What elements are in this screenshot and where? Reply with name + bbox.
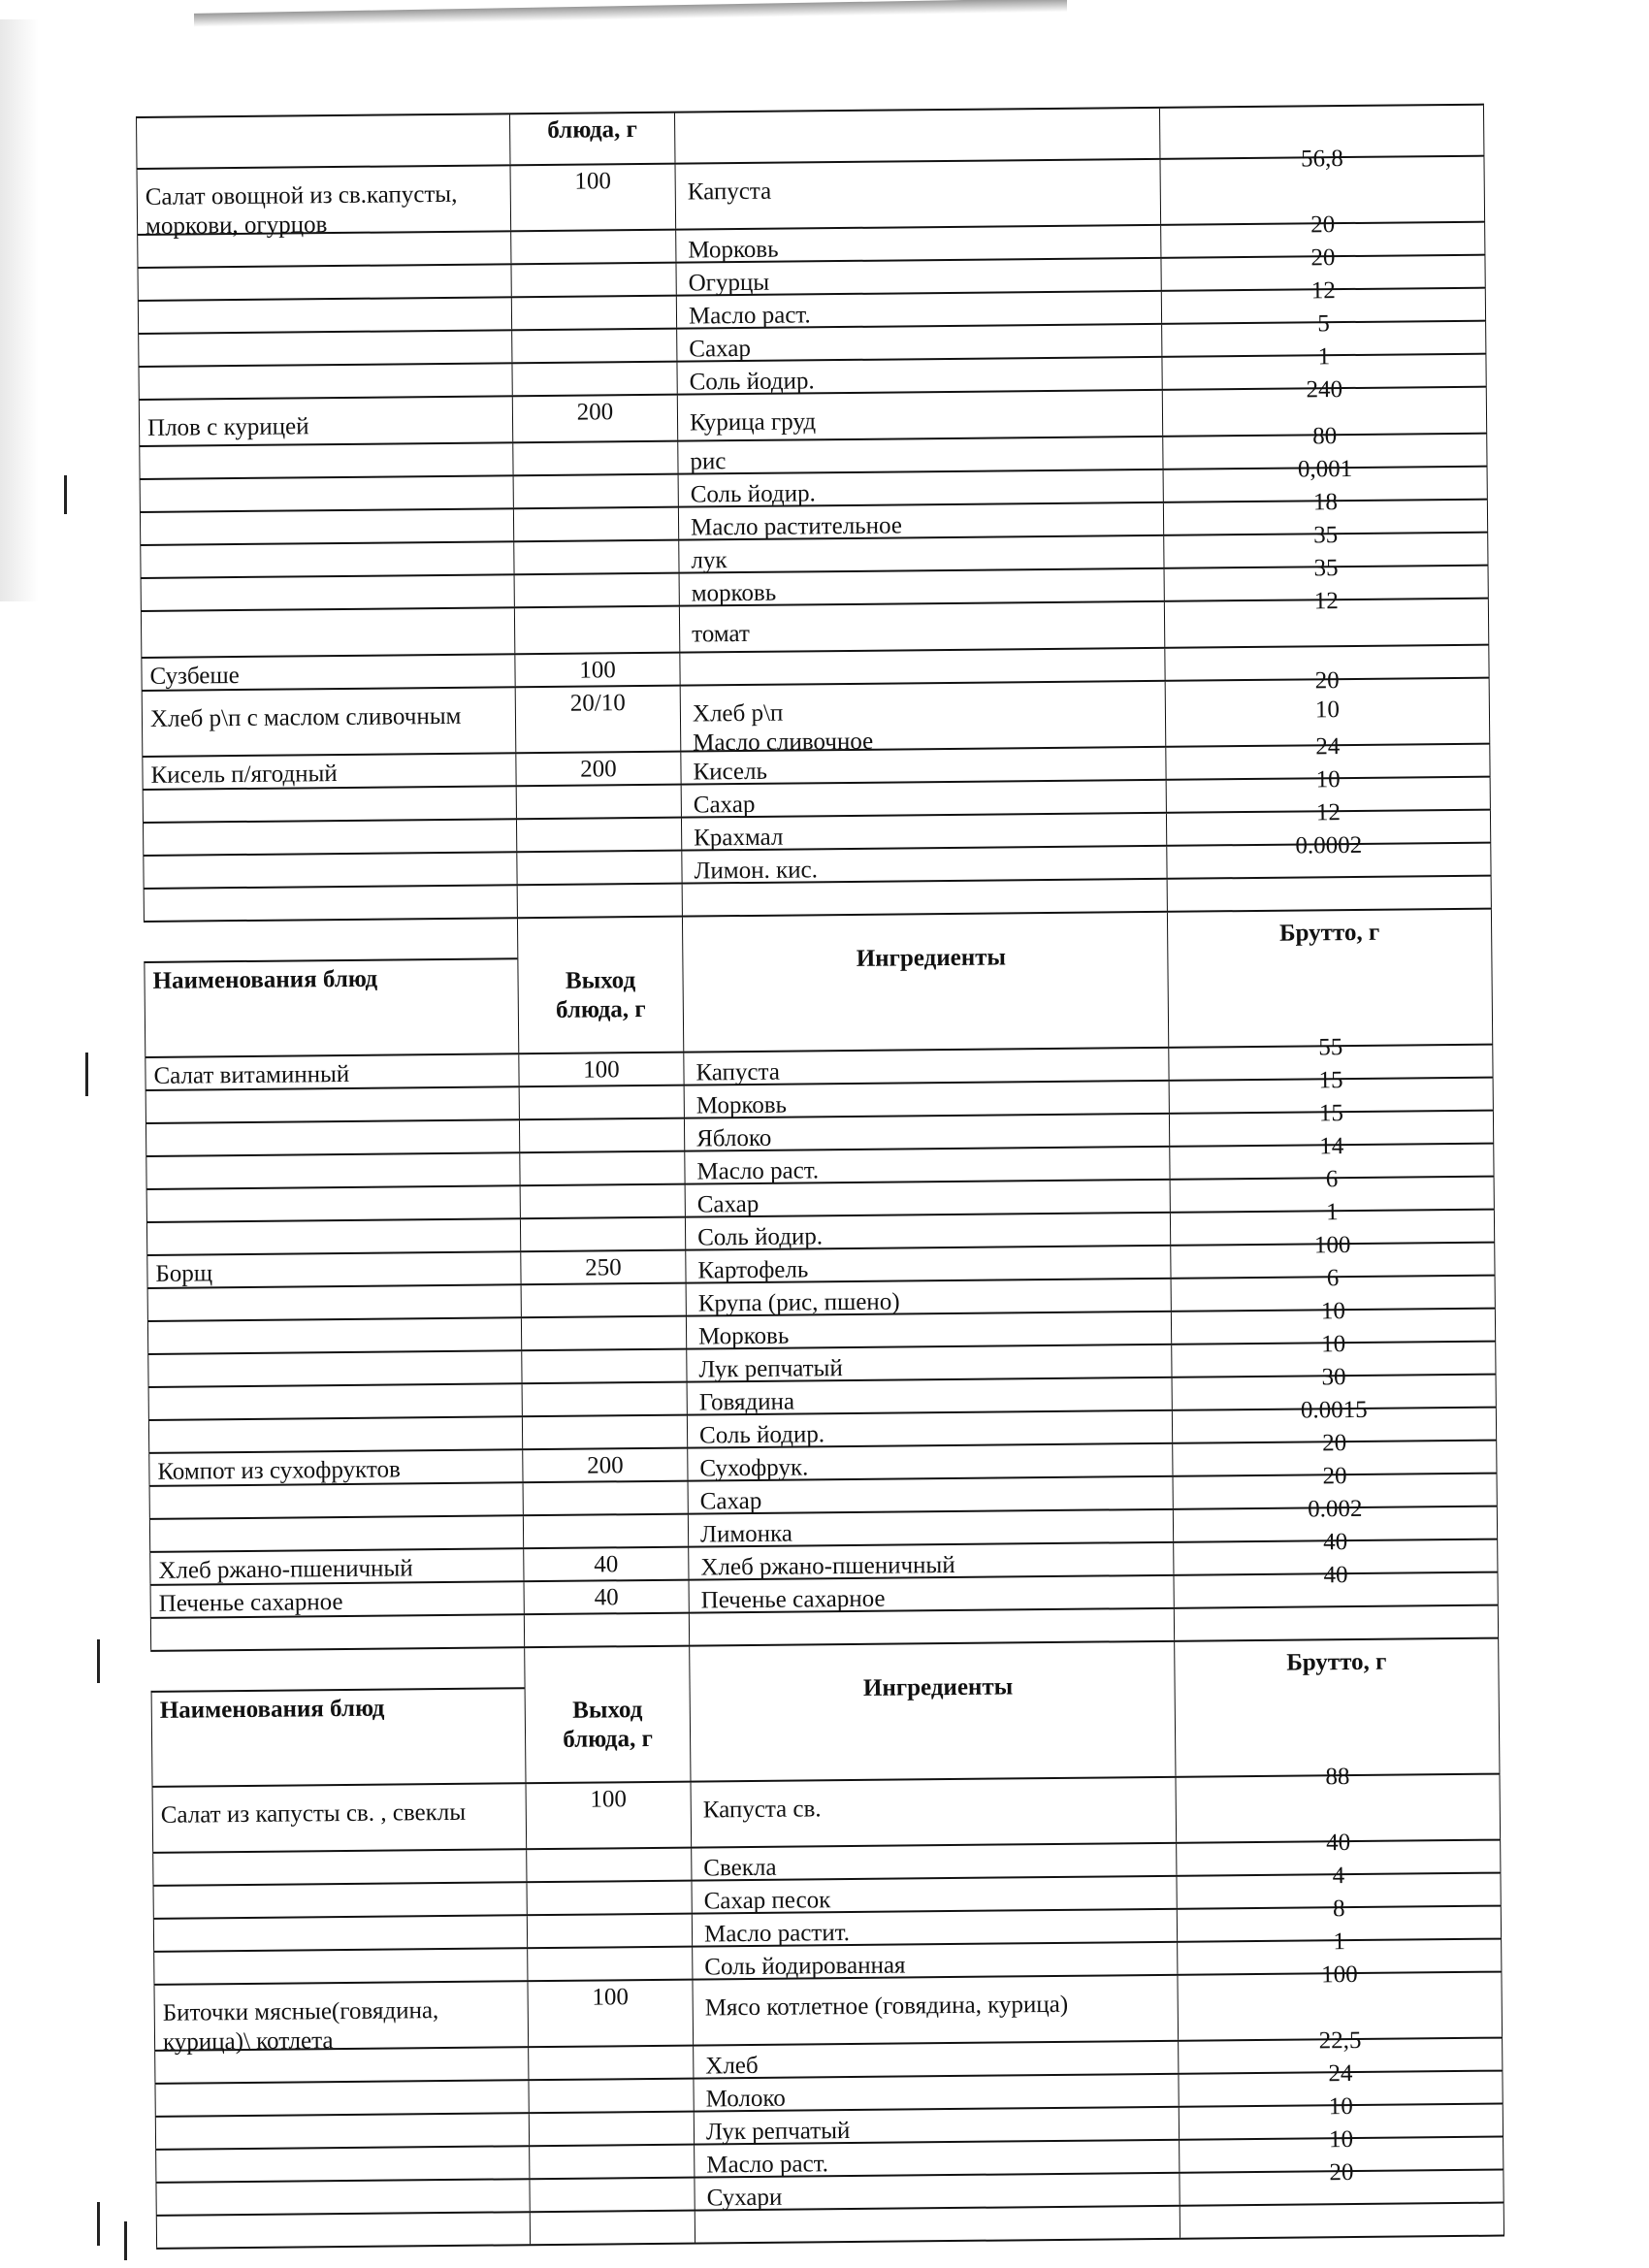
dish-output <box>521 1350 686 1383</box>
dish-name <box>138 298 511 333</box>
scan-margin-mark <box>97 2202 100 2246</box>
dish-output: 200 <box>522 1449 687 1482</box>
dish-output <box>519 1152 684 1185</box>
dish-output <box>511 363 676 396</box>
dish-output <box>527 1915 692 1948</box>
ingredient: Сухофрук. <box>687 1444 1172 1480</box>
dish-name <box>155 2180 529 2215</box>
dish-name <box>143 853 516 888</box>
ingredient: Сахар <box>676 325 1161 361</box>
header-output: Выход блюда, г <box>517 918 683 1053</box>
ingredient: Соль йодир. <box>685 1214 1170 1249</box>
dish-name <box>148 1384 522 1419</box>
dish-name <box>152 1850 526 1885</box>
dish-output <box>521 1317 686 1350</box>
gross-value: 12 <box>1315 799 1342 826</box>
dish-output: 100 <box>510 165 676 231</box>
gross-value: 22,5 <box>1318 2026 1362 2055</box>
ingredient: Мясо котлетное (говядина, курица) <box>692 1976 1178 2045</box>
header-dish-name: Наименования блюд <box>144 957 518 1056</box>
dish-output <box>528 2047 693 2080</box>
dish-name <box>146 1186 520 1221</box>
ingredient: Молоко <box>693 2075 1178 2111</box>
gross-value: 20 <box>1329 2159 1354 2187</box>
dish-output <box>527 1882 692 1915</box>
gross-value: 8 <box>1332 1895 1345 1923</box>
ingredient: Морковь <box>686 1312 1171 1348</box>
gross-value: 15 <box>1318 1100 1344 1127</box>
dish-output: 250 <box>520 1251 685 1284</box>
dish-output: 100 <box>518 1053 683 1086</box>
dish-name <box>138 265 511 300</box>
gross-value: 100 <box>1313 1232 1351 1259</box>
dish-name <box>148 1417 522 1452</box>
gross-value: 0.0002 <box>1295 831 1363 859</box>
gross-value: 20 10 <box>1314 667 1341 724</box>
gross-value: 20 <box>1322 1430 1347 1457</box>
dish-name <box>146 1087 519 1122</box>
dish-output <box>516 786 681 819</box>
dish-name <box>155 2147 529 2182</box>
ingredient: Лук репчатый <box>694 2108 1179 2144</box>
dish-output <box>527 1948 692 1981</box>
gross-value: 1 <box>1326 1199 1339 1226</box>
dish-name <box>147 1351 521 1386</box>
gross-value: 10 <box>1315 766 1341 794</box>
header-ingredients: Ингредиенты <box>682 913 1168 1052</box>
ingredient: Соль йодир. <box>678 470 1163 506</box>
ingredient: Сахар <box>685 1181 1170 1216</box>
scan-left-edge <box>0 19 39 601</box>
dish-name <box>138 331 511 366</box>
ingredient: Соль йодир. <box>676 358 1161 394</box>
ingredient: Соль йодир. <box>687 1411 1172 1447</box>
dish-name: Кисель п/ягодный <box>142 754 515 789</box>
ingredient: Масло раст. <box>676 292 1161 328</box>
ingredient: Говядина <box>687 1378 1172 1414</box>
dish-name <box>149 1516 523 1551</box>
dish-name: Сузбеше <box>141 655 514 690</box>
dish-output <box>528 2080 693 2113</box>
dish-name <box>141 608 514 657</box>
gross-value: 100 <box>1321 1960 1358 1989</box>
ingredient: Лук репчатый <box>686 1345 1171 1381</box>
ingredient: Хлеб р\п Масло сливочное <box>680 682 1166 751</box>
scan-margin-mark <box>85 1053 88 1096</box>
dish-name <box>137 232 510 267</box>
ingredient: Капуста св. <box>691 1778 1177 1847</box>
dish-output: 40 <box>523 1548 688 1581</box>
dish-name: Борщ <box>146 1252 520 1287</box>
dish-name: Хлеб ржано-пшеничный <box>149 1549 523 1584</box>
dish-output <box>519 1086 684 1119</box>
ingredient: Морковь <box>684 1082 1169 1118</box>
dish-name <box>143 787 516 822</box>
dish-name: Хлеб р\п с маслом сливочным <box>142 688 516 756</box>
ingredient: Курица груд <box>677 391 1162 440</box>
gross-weight <box>1174 1606 1499 1640</box>
dish-name <box>146 1219 520 1254</box>
dish-output <box>523 1515 688 1548</box>
gross-weight <box>1173 1562 1498 1607</box>
ingredient: Сахар <box>681 781 1166 817</box>
ingredient: Хлеб ржано-пшеничный <box>688 1543 1173 1579</box>
scan-margin-mark <box>64 475 67 514</box>
dish-output <box>522 1383 687 1416</box>
gross-value: 0.0015 <box>1300 1396 1368 1424</box>
dish-output <box>520 1218 685 1251</box>
dish-name: Биточки мясные(говядина, курица)\ котлета <box>153 1982 528 2050</box>
gross-weight <box>1180 2204 1504 2238</box>
dish-name <box>141 575 514 610</box>
dish-name <box>146 1120 519 1155</box>
dish-name <box>139 443 512 478</box>
dish-name <box>149 1483 523 1518</box>
header-output-cont: блюда, г <box>509 113 674 165</box>
gross-value: 6 <box>1326 1265 1340 1292</box>
gross-value: 55 <box>1318 1034 1343 1061</box>
dish-name <box>153 1916 527 1951</box>
ingredient: Сухари <box>694 2174 1179 2210</box>
scan-page-edge <box>194 0 1067 27</box>
gross-value: 4 <box>1332 1863 1345 1890</box>
gross-value: 80 <box>1312 423 1338 450</box>
ingredient: Соль йодированная <box>692 1943 1177 1979</box>
gross-value: 20 <box>1310 211 1336 239</box>
ingredient: Свекла <box>691 1844 1176 1880</box>
gross-value: 1 <box>1317 343 1331 371</box>
dish-output <box>510 264 675 297</box>
dish-output <box>513 541 678 574</box>
header-cell-empty <box>136 114 509 168</box>
dish-output <box>517 885 682 918</box>
scan-margin-mark <box>97 1639 100 1683</box>
table-header <box>150 1639 1500 1791</box>
ingredient: Кисель <box>680 748 1165 784</box>
dish-output: 100 <box>526 1783 692 1849</box>
dish-name: Компот из сухофруктов <box>148 1450 522 1485</box>
ingredient <box>695 2207 1180 2243</box>
gross-value: 35 <box>1313 555 1339 582</box>
ingredient: Картофель <box>685 1247 1170 1282</box>
dish-name: Печенье сахарное <box>150 1582 524 1617</box>
dish-output <box>524 1614 689 1647</box>
dish-output: 40 <box>524 1581 689 1614</box>
gross-value: 0.002 <box>1308 1495 1363 1523</box>
dish-name <box>147 1285 521 1320</box>
gross-weight <box>1164 588 1489 647</box>
dish-output <box>511 330 676 363</box>
dish-name <box>140 476 513 511</box>
ingredient: Капуста <box>675 160 1161 229</box>
gross-value: 5 <box>1317 310 1330 338</box>
ingredient: Лимонка <box>688 1510 1173 1546</box>
gross-weight <box>1179 2159 1504 2205</box>
ingredient: рис <box>677 437 1162 473</box>
dish-name <box>140 509 513 544</box>
dish-name <box>154 2048 528 2083</box>
dish-output <box>529 2179 694 2212</box>
dish-output <box>516 852 681 885</box>
ingredient: томат <box>679 602 1164 652</box>
dish-output: 100 <box>514 654 679 687</box>
ingredient: Хлеб <box>693 2042 1178 2078</box>
gross-value: 240 <box>1306 376 1343 404</box>
dish-output <box>522 1416 687 1449</box>
gross-value: 12 <box>1310 277 1336 305</box>
gross-value: 24 <box>1328 2060 1353 2088</box>
gross-value: 10 <box>1328 2126 1354 2154</box>
dish-output <box>520 1185 685 1218</box>
dish-name <box>154 2081 528 2116</box>
dish-name <box>143 820 516 855</box>
dish-output <box>523 1482 688 1515</box>
dish-name <box>147 1318 521 1353</box>
ingredient: Масло раст. <box>694 2141 1179 2177</box>
dish-output <box>519 1119 684 1152</box>
gross-value: 40 <box>1323 1562 1348 1589</box>
ingredient: Крахмал <box>681 814 1166 850</box>
gross-value: 30 <box>1321 1364 1346 1391</box>
ingredient: Лимон. кис. <box>681 847 1166 883</box>
ingredient: Огурцы <box>675 259 1160 295</box>
ingredient: Морковь <box>675 226 1160 262</box>
dish-output: 200 <box>515 753 680 786</box>
gross-value: 40 <box>1326 1830 1351 1857</box>
gross-value: 10 <box>1320 1298 1346 1325</box>
gross-value: 14 <box>1319 1133 1344 1160</box>
ingredient <box>679 649 1164 685</box>
ingredient: Сахар песок <box>691 1877 1176 1913</box>
dish-output <box>514 574 679 607</box>
gross-value: 6 <box>1325 1166 1339 1193</box>
dish-output <box>529 2146 694 2179</box>
table-header <box>144 910 1493 1061</box>
dish-output <box>526 1849 691 1882</box>
dish-name <box>153 1883 527 1918</box>
ingredient <box>689 1609 1174 1645</box>
dish-name: Салат витаминный <box>145 1054 518 1089</box>
ingredient: Крупа (рис, пшено) <box>686 1280 1171 1315</box>
dish-output <box>514 607 679 654</box>
header-gross: Брутто, г <box>1167 910 1493 1047</box>
gross-weight <box>1167 877 1492 911</box>
dish-name <box>144 886 517 921</box>
dish-name <box>156 2213 530 2248</box>
ingredient: морковь <box>679 569 1164 605</box>
menu-table <box>136 104 1484 2212</box>
dish-output <box>510 231 675 264</box>
gross-value: 18 <box>1312 489 1339 516</box>
ingredient: Сахар <box>688 1477 1173 1513</box>
dish-name: Салат овощной из св.капусты, моркови, огурцов <box>137 166 511 234</box>
dish-output <box>512 442 677 475</box>
dish-output: 100 <box>527 1981 693 2047</box>
dish-name: Салат из капусты св. , свеклы <box>152 1784 527 1852</box>
dish-output: 20/10 <box>515 687 681 753</box>
dish-name <box>155 2114 529 2149</box>
dish-output <box>530 2212 695 2245</box>
gross-value: 88 <box>1325 1764 1350 1791</box>
ingredient: Капуста <box>683 1049 1168 1085</box>
ingredient: Яблоко <box>684 1115 1169 1150</box>
ingredient: лук <box>678 536 1163 572</box>
gross-value: 0,001 <box>1297 455 1353 483</box>
dish-output <box>516 819 681 852</box>
dish-name <box>150 1615 524 1650</box>
gross-weight <box>1166 831 1491 878</box>
dish-name <box>153 1949 527 1984</box>
gross-value: 20 <box>1310 244 1336 272</box>
dish-output <box>521 1284 686 1317</box>
gross-value: 40 <box>1323 1529 1348 1556</box>
dish-name: Плов с курицей <box>139 397 512 445</box>
gross-value: 56,8 <box>1300 146 1343 173</box>
ingredient: Печенье сахарное <box>689 1576 1174 1612</box>
scan-margin-mark <box>124 2221 127 2260</box>
ingredient <box>682 880 1167 916</box>
dish-name <box>138 364 511 399</box>
header-ingredients: Ингредиенты <box>689 1642 1175 1781</box>
header-cell-empty <box>674 109 1159 163</box>
dish-output <box>511 297 676 330</box>
gross-value: 12 <box>1313 588 1339 615</box>
gross-value: 24 <box>1315 733 1341 761</box>
header-dish-name: Наименования блюд <box>151 1687 526 1786</box>
dish-output: 200 <box>512 396 677 442</box>
gross-value: 15 <box>1318 1067 1343 1094</box>
gross-value: 10 <box>1321 1331 1346 1358</box>
ingredient: Масло растительное <box>678 503 1163 539</box>
dish-name <box>140 542 513 577</box>
header-gross: Брутто, г <box>1174 1639 1500 1776</box>
dish-output <box>513 508 678 541</box>
ingredient: Масло раст. <box>684 1148 1169 1183</box>
gross-value: 35 <box>1313 522 1339 549</box>
header-output: Выход блюда, г <box>524 1647 690 1783</box>
gross-value: 10 <box>1328 2093 1353 2121</box>
dish-output <box>513 475 678 508</box>
gross-value: 20 <box>1322 1463 1347 1490</box>
gross-value: 1 <box>1333 1928 1345 1956</box>
dish-output <box>529 2113 694 2146</box>
dish-name <box>146 1153 519 1188</box>
ingredient: Масло растит. <box>692 1910 1177 1946</box>
